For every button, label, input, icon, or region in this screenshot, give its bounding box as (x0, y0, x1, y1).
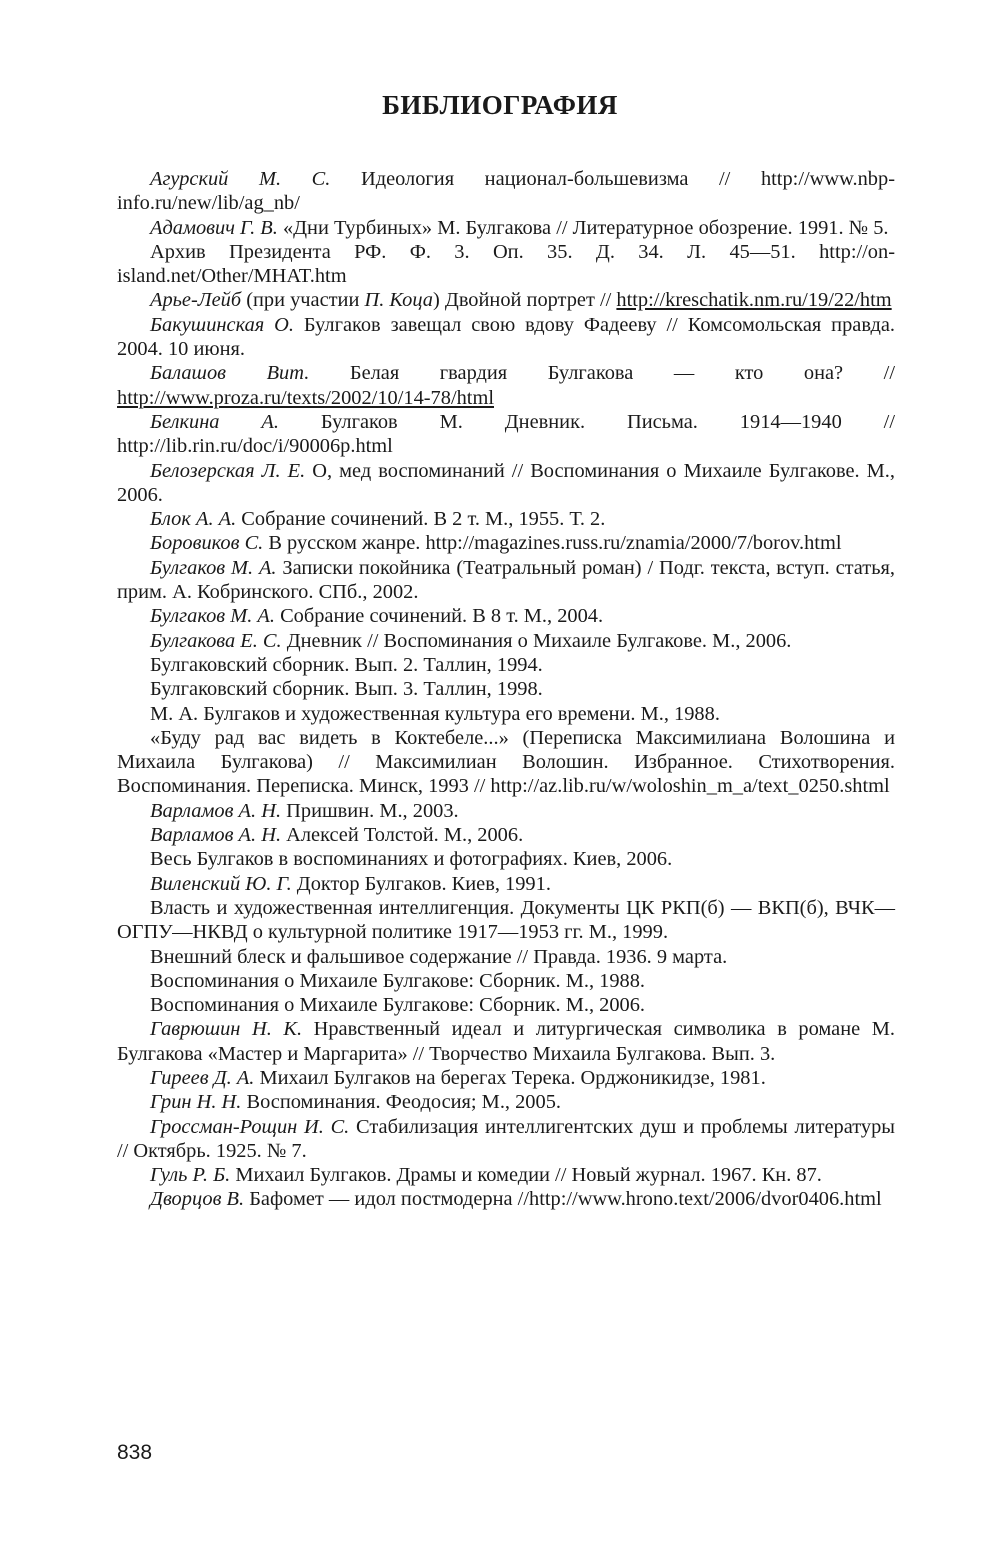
bibliography-entry (117, 313, 895, 362)
entry-author: Булгакова Е. С. (150, 629, 282, 652)
entry-author: Адамович Г. В. (150, 216, 278, 239)
bibliography-entry (117, 240, 895, 289)
bibliography-entry (117, 1163, 895, 1187)
bibliography-entry (117, 993, 895, 1017)
entry-author: Гроссман-Рощин И. С. (150, 1115, 350, 1138)
bibliography-list (117, 167, 895, 1212)
entry-text: Булгаков М. Дневник. Письма. 1914—1940 // http://lib.rin.ru/doc/i/90006p.html (117, 410, 896, 458)
bibliography-entry (117, 604, 895, 628)
entry-author: Дворцов В. (150, 1188, 245, 1211)
entry-text: Воспоминания. Феодосия; М., 2005. (241, 1091, 561, 1114)
entry-author: Белозерская Л. Е. (150, 459, 306, 482)
entry-text: Алексей Толстой. М., 2006. (281, 824, 524, 847)
bibliography-entry (117, 410, 895, 459)
entry-author: Агурский М. С. (150, 168, 331, 190)
entry-author: Бакушинская О. (150, 313, 294, 336)
bibliography-entry (117, 702, 895, 726)
entry-author: Булгаков М. А. (150, 605, 275, 628)
bibliography-entry (117, 361, 895, 410)
entry-text: Доктор Булгаков. Киев, 1991. (291, 872, 551, 895)
entry-text: Бафомет — идол постмодерна //http://www.hrono.text/2006/dvor0406.html (244, 1188, 882, 1211)
entry-text: «Буду рад вас видеть в Коктебеле...» (Переписка Максимилиана Волошина и Михаила Булгакова) // Максимилиан Волошин. Избранное. Стихотворения. Воспоминания. Переписка. Минск, 1993 // http://az.lib.ru/w/woloshin_m_a/text_0250.shtml (117, 726, 895, 798)
entry-text: Внешний блеск и фальшивое содержание // Правда. 1936. 9 марта. (150, 945, 728, 968)
entry-author: Арье-Лейб (150, 289, 242, 312)
entry-text: Дневник // Воспоминания о Михаиле Булгакове. М., 2006. (281, 629, 792, 652)
bibliography-entry (117, 872, 895, 896)
entry-link[interactable]: http://www.proza.ru/texts/2002/10/14-78/html (117, 386, 494, 409)
entry-author: Варламов А. Н. (150, 824, 282, 847)
bibliography-entry (117, 1090, 895, 1114)
entry-text: Булгаковский сборник. Вып. 2. Таллин, 1994. (150, 653, 543, 676)
entry-coauthor: П. Коца (364, 289, 434, 312)
entry-text: Воспоминания о Михаиле Булгакове: Сборник. М., 1988. (150, 969, 646, 992)
entry-author: Грин Н. Н. (150, 1091, 242, 1114)
entry-author: Балашов Вит. (150, 362, 310, 385)
bibliography-entry (117, 1017, 895, 1066)
bibliography-entry (117, 945, 895, 969)
entry-author: Гиреев Д. А. (150, 1066, 255, 1089)
entry-text: В русском жанре. http://magazines.russ.ru/znamia/2000/7/borov.html (263, 532, 842, 555)
entry-text: Пришвин. М., 2003. (281, 799, 459, 822)
entry-text-continued: ) Двойной портрет // (433, 289, 617, 312)
entry-text: «Дни Турбиных» М. Булгакова // Литературное обозрение. 1991. № 5. (277, 216, 889, 239)
entry-text: Булгаковский сборник. Вып. 3. Таллин, 1998. (150, 678, 543, 701)
entry-author: Булгаков М. А. (150, 556, 277, 579)
entry-text: Собрание сочинений. В 2 т. М., 1955. Т. 2. (236, 508, 606, 531)
bibliography-entry (117, 1066, 895, 1090)
entry-author: Белкина А. (150, 410, 279, 433)
entry-author: Боровиков С. (150, 532, 264, 555)
page-title: БИБЛИОГРАФИЯ (382, 90, 618, 120)
entry-link[interactable]: http://kreschatik.nm.ru/19/22/htm (616, 289, 892, 312)
entry-text: Белая гвардия Булгакова — кто она? // (309, 362, 895, 385)
bibliography-entry (117, 507, 895, 531)
bibliography-entry (117, 799, 895, 823)
bibliography-entry (117, 653, 895, 677)
entry-text: Архив Президента РФ. Ф. 3. Оп. 35. Д. 34. Л. 45—51. http://on-island.net/Other/MHAT.htm (117, 240, 895, 288)
entry-author: Гуль Р. Б. (150, 1164, 231, 1187)
entry-text: (при участии (241, 289, 365, 312)
bibliography-entry (117, 969, 895, 993)
bibliography-entry (117, 847, 895, 871)
bibliography-entry (117, 1187, 895, 1211)
bibliography-entry (117, 288, 895, 312)
entry-author: Гаврюшин Н. К. (150, 1018, 303, 1041)
bibliography-entry (117, 216, 895, 240)
entry-text: Идеология национал-большевизма // http://www.nbp-info.ru/new/lib/ag_nb/ (117, 168, 895, 215)
page-number: 838 (117, 1441, 153, 1464)
entry-text: О, мед воспоминаний // Воспоминания о Михаиле Булгакове. М., 2006. (117, 459, 895, 506)
entry-text: Михаил Булгаков на берегах Терека. Орджоникидзе, 1981. (254, 1066, 766, 1089)
bibliography-entry (117, 677, 895, 701)
entry-text: Собрание сочинений. В 8 т. М., 2004. (274, 605, 604, 628)
entry-text: Власть и художественная интеллигенция. Документы ЦК РКП(б) — ВКП(б), ВЧК—ОГПУ—НКВД о культурной политике 1917—1953 гг. М., 1999. (117, 896, 895, 944)
entry-text: М. А. Булгаков и художественная культура его времени. М., 1988. (150, 702, 720, 725)
entry-text: Весь Булгаков в воспоминаниях и фотографиях. Киев, 2006. (150, 848, 673, 871)
entry-author: Блок А. А. (150, 508, 237, 531)
bibliography-entry (117, 531, 895, 555)
bibliography-entry (117, 823, 895, 847)
entry-text: Записки покойника (Театральный роман) / Подг. текста, вступ. статья, прим. А. Кобринского. СПб., 2002. (117, 556, 895, 604)
bibliography-entry (117, 896, 895, 945)
entry-text: Михаил Булгаков. Драмы и комедии // Новый журнал. 1967. Кн. 87. (230, 1164, 822, 1187)
bibliography-entry (117, 629, 895, 653)
bibliography-entry (117, 1115, 895, 1164)
entry-author: Варламов А. Н. (150, 799, 282, 822)
entry-text: Нравственный идеал и литургическая символика в романе М. Булгакова «Мастер и Маргарита» // Творчество Михаила Булгакова. Вып. 3. (117, 1018, 895, 1065)
entry-text: Воспоминания о Михаиле Булгакове: Сборник. М., 2006. (150, 994, 646, 1017)
entry-author: Виленский Ю. Г. (150, 872, 292, 895)
entry-text: Стабилизация интеллигентских душ и проблемы литературы // Октябрь. 1925. № 7. (117, 1115, 895, 1162)
bibliography-entry (117, 726, 895, 799)
bibliography-entry (117, 556, 895, 605)
bibliography-entry (117, 167, 895, 216)
entry-text: Булгаков завещал свою вдову Фадееву // Комсомольская правда. 2004. 10 июня. (117, 313, 895, 361)
bibliography-entry (117, 459, 895, 508)
